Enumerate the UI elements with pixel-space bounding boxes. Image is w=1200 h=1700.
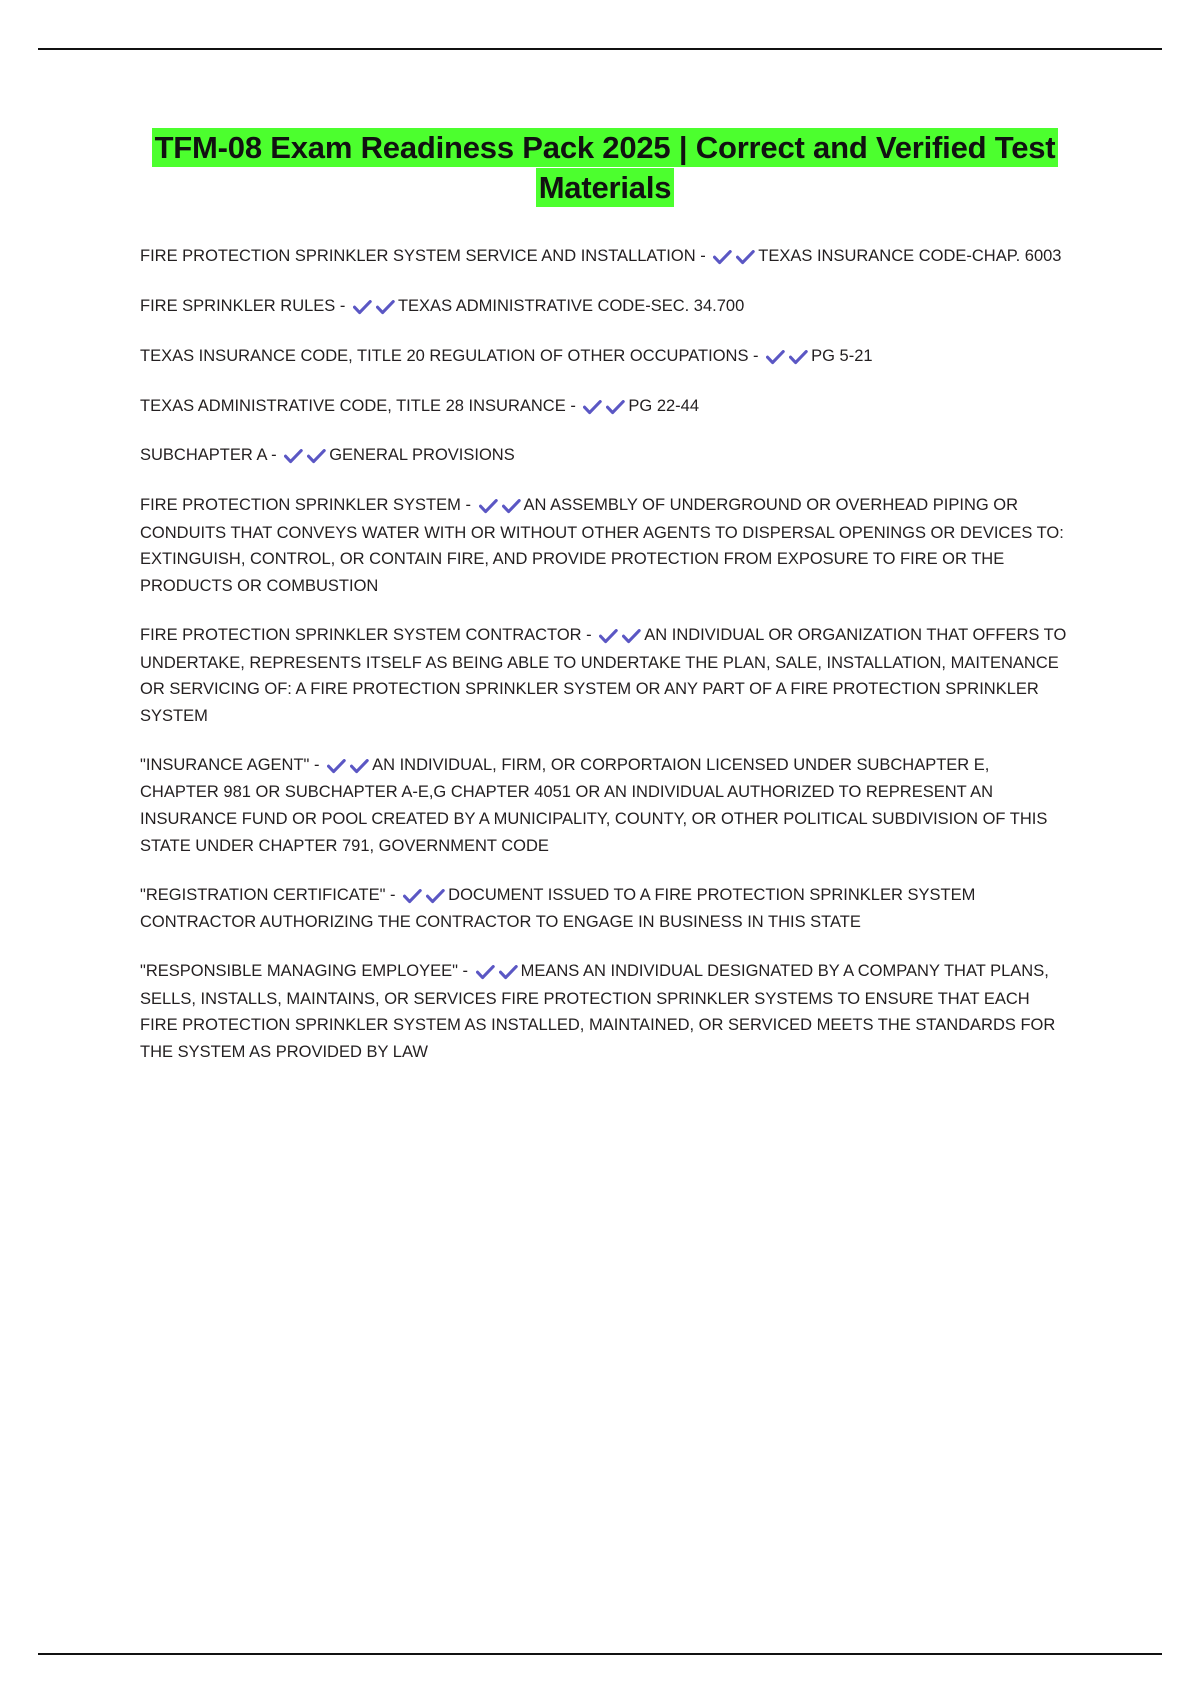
double-check-icon [599, 623, 641, 650]
document-paragraph [140, 442, 1070, 470]
document-paragraph [140, 752, 1070, 860]
document-paragraph [140, 882, 1070, 936]
paragraph-definition: AN INDIVIDUAL OR ORGANIZATION THAT OFFERS TO UNDERTAKE, REPRESENTS ITSELF AS BEING ABLE TO UNDERTAKE THE PLAN, SALE, INSTALLATION, MAITENANCE OR SERVICING OF: A FIRE PROTECTION SPRINKLER SYSTEM OR ANY PART OF A FIRE PROTECTION SPRINKLER SYSTEM [140, 625, 1067, 725]
paragraph-list [140, 243, 1070, 1066]
paragraph-definition: PG 22-44 [628, 396, 700, 415]
document-content [140, 128, 1070, 1066]
double-check-icon [479, 493, 521, 520]
double-check-icon [327, 753, 369, 780]
double-check-icon [583, 394, 625, 421]
paragraph-term: "REGISTRATION CERTIFICATE" - [140, 885, 401, 904]
double-check-icon [353, 294, 395, 321]
document-paragraph [140, 343, 1070, 371]
page-title [140, 128, 1070, 207]
page-bottom-divider [38, 1653, 1162, 1655]
paragraph-term: FIRE PROTECTION SPRINKLER SYSTEM SERVICE AND INSTALLATION - [140, 247, 711, 266]
document-paragraph [140, 622, 1070, 730]
document-paragraph [140, 958, 1070, 1066]
paragraph-term: "INSURANCE AGENT" - [140, 755, 325, 774]
page-title-text: TFM-08 Exam Readiness Pack 2025 | Correct and Verified Test Materials [152, 128, 1059, 207]
paragraph-definition: GENERAL PROVISIONS [329, 446, 515, 465]
paragraph-definition: DOCUMENT ISSUED TO A FIRE PROTECTION SPRINKLER SYSTEM CONTRACTOR AUTHORIZING THE CONTRACTOR TO ENGAGE IN BUSINESS IN THIS STATE [140, 885, 976, 932]
paragraph-term: "RESPONSIBLE MANAGING EMPLOYEE" - [140, 962, 473, 980]
paragraph-definition: AN INDIVIDUAL, FIRM, OR CORPORTAION LICENSED UNDER SUBCHAPTER E, CHAPTER 981 OR SUBCHAPTER A-E,G CHAPTER 4051 OR AN INDIVIDUAL AUTHORIZED TO REPRESENT AN INSURANCE FUND OR POOL CREATED BY A MUNICIPALITY, COUNTY, OR OTHER POLITICAL SUBDIVISION OF THIS STATE UNDER CHAPTER 791, GOVERNMENT CODE [140, 755, 1048, 855]
document-paragraph [140, 393, 1070, 421]
double-check-icon [284, 443, 326, 470]
document-paragraph [140, 492, 1070, 600]
paragraph-definition: TEXAS ADMINISTRATIVE CODE-SEC. 34.700 [397, 297, 745, 316]
document-paragraph [140, 243, 1070, 271]
paragraph-definition: PG 5-21 [811, 346, 873, 365]
paragraph-term: TEXAS INSURANCE CODE, TITLE 20 REGULATION OF OTHER OCCUPATIONS - [140, 346, 764, 365]
double-check-icon [713, 244, 755, 271]
double-check-icon [766, 344, 808, 371]
double-check-icon [403, 883, 445, 910]
paragraph-definition: TEXAS INSURANCE CODE-CHAP. 6003 [758, 247, 1062, 266]
paragraph-term: FIRE PROTECTION SPRINKLER SYSTEM - [140, 495, 476, 514]
paragraph-term: FIRE PROTECTION SPRINKLER SYSTEM CONTRACTOR - [140, 625, 597, 644]
double-check-icon [476, 959, 518, 986]
page-top-divider [38, 48, 1162, 50]
paragraph-definition: AN ASSEMBLY OF UNDERGROUND OR OVERHEAD PIPING OR CONDUITS THAT CONVEYS WATER WITH OR WITHOUT OTHER AGENTS TO DISPERSAL OPENINGS OR DEVICES TO: EXTINGUISH, CONTROL, OR CONTAIN FIRE, AND PROVIDE PROTECTION FROM EXPOSURE TO FIRE OR THE PRODUCTS OR COMBUSTION [140, 495, 1064, 596]
document-paragraph [140, 293, 1070, 321]
paragraph-term: TEXAS ADMINISTRATIVE CODE, TITLE 28 INSURANCE - [140, 396, 581, 415]
paragraph-term: FIRE SPRINKLER RULES - [140, 297, 350, 316]
paragraph-definition: MEANS AN INDIVIDUAL DESIGNATED BY A COMPANY THAT PLANS, SELLS, INSTALLS, MAINTAINS, OR SERVICES FIRE PROTECTION SPRINKLER SYSTEMS TO ENSURE THAT EACH FIRE PROTECTION SPRINKLER SYSTEM AS INSTALLED, MAINTAINED, OR SERVICED MEETS THE STANDARDS FOR THE SYSTEM AS PROVIDED BY LAW [140, 962, 1056, 1062]
paragraph-term: SUBCHAPTER A - [140, 446, 282, 465]
